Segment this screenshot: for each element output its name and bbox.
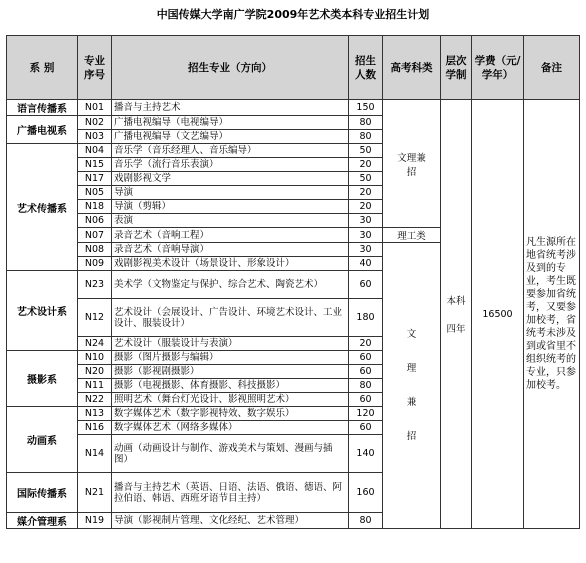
- dept-cell: 国际传播系: [7, 473, 78, 513]
- enrollment-plan-table: [6, 35, 580, 529]
- num-cell: 60: [349, 365, 383, 379]
- code-cell: N12: [78, 299, 112, 337]
- num-cell: 60: [349, 271, 383, 299]
- num-cell: 40: [349, 257, 383, 271]
- major-cell: 录音艺术（音响导演）: [112, 243, 349, 257]
- num-cell: 60: [349, 393, 383, 407]
- num-cell: 20: [349, 200, 383, 214]
- code-cell: N09: [78, 257, 112, 271]
- header-dept: 系 别: [7, 36, 78, 100]
- system-cell: [441, 100, 472, 529]
- code-cell: N21: [78, 473, 112, 513]
- num-cell: 80: [349, 379, 383, 393]
- dept-cell: 艺术传播系: [7, 144, 78, 271]
- table-row: [7, 100, 580, 116]
- num-cell: 20: [349, 186, 383, 200]
- code-cell: N11: [78, 379, 112, 393]
- dept-cell: 摄影系: [7, 351, 78, 407]
- num-cell: 30: [349, 228, 383, 243]
- major-cell: 音乐学（流行音乐表演）: [112, 158, 349, 172]
- code-cell: N05: [78, 186, 112, 200]
- num-cell: 80: [349, 130, 383, 144]
- header-category: 高考科类: [383, 36, 441, 100]
- major-cell: 广播电视编导（文艺编导）: [112, 130, 349, 144]
- dept-cell: 广播电视系: [7, 116, 78, 144]
- num-cell: 120: [349, 407, 383, 421]
- code-cell: N03: [78, 130, 112, 144]
- header-note: 备注: [524, 36, 580, 100]
- code-cell: N08: [78, 243, 112, 257]
- header-num: 招生人数: [349, 36, 383, 100]
- code-cell: N07: [78, 228, 112, 243]
- code-cell: N04: [78, 144, 112, 158]
- major-cell: 表演: [112, 214, 349, 228]
- category-cell-top: [383, 100, 441, 228]
- category-text: 招: [406, 430, 417, 442]
- num-cell: 160: [349, 473, 383, 513]
- major-cell: 照明艺术（舞台灯光设计、影视照明艺术）: [112, 393, 349, 407]
- major-cell: 导演（剪辑）: [112, 200, 349, 214]
- code-cell: N23: [78, 271, 112, 299]
- code-cell: N15: [78, 158, 112, 172]
- header-system: 层次学制: [441, 36, 472, 100]
- code-cell: N24: [78, 337, 112, 351]
- category-cell-bottom: [383, 243, 441, 529]
- num-cell: 20: [349, 158, 383, 172]
- code-cell: N22: [78, 393, 112, 407]
- code-cell: N02: [78, 116, 112, 130]
- code-cell: N16: [78, 421, 112, 435]
- num-cell: 30: [349, 214, 383, 228]
- num-cell: 60: [349, 351, 383, 365]
- num-cell: 50: [349, 172, 383, 186]
- code-cell: N06: [78, 214, 112, 228]
- category-cell-science: 理工类: [383, 228, 441, 243]
- system-text: 本科: [446, 296, 466, 307]
- category-text: 招: [406, 166, 417, 178]
- major-cell: 戏剧影视文学: [112, 172, 349, 186]
- major-cell: 音乐学（音乐经理人、音乐编导）: [112, 144, 349, 158]
- num-cell: 80: [349, 513, 383, 529]
- major-cell: 摄影（影视剧摄影）: [112, 365, 349, 379]
- code-cell: N14: [78, 435, 112, 473]
- system-text: 四年: [446, 324, 466, 335]
- code-cell: N10: [78, 351, 112, 365]
- major-cell: 戏剧影视美术设计（场景设计、形象设计）: [112, 257, 349, 271]
- num-cell: 30: [349, 243, 383, 257]
- header-code: 专业序号: [78, 36, 112, 100]
- note-cell: 凡生源所在地省统考涉及到的专业，考生既要参加省统考，又要参加校考，省统考未涉及到或省里不组织统考的专业，只参加校考。: [524, 100, 580, 529]
- num-cell: 180: [349, 299, 383, 337]
- code-cell: N20: [78, 365, 112, 379]
- header-major: 招生专业（方向）: [112, 36, 349, 100]
- page-title: 中国传媒大学南广学院2009年艺术类本科专业招生计划: [156, 8, 430, 21]
- major-cell: 导演: [112, 186, 349, 200]
- major-cell: 播音与主持艺术: [112, 100, 349, 116]
- code-cell: N13: [78, 407, 112, 421]
- header-row: [7, 36, 580, 100]
- num-cell: 50: [349, 144, 383, 158]
- dept-cell: 语言传播系: [7, 100, 78, 116]
- major-cell: 动画（动画设计与制作、游戏美术与策划、漫画与插图）: [112, 435, 349, 473]
- category-text: 文: [406, 328, 417, 340]
- header-fee: 学费（元/学年）: [472, 36, 524, 100]
- major-cell: 摄影（图片摄影与编辑）: [112, 351, 349, 365]
- code-cell: N01: [78, 100, 112, 116]
- category-text: 理: [406, 362, 417, 374]
- code-cell: N17: [78, 172, 112, 186]
- major-cell: 录音艺术（音响工程）: [112, 228, 349, 243]
- code-cell: N18: [78, 200, 112, 214]
- major-cell: 艺术设计（服装设计与表演）: [112, 337, 349, 351]
- major-cell: 艺术设计（会展设计、广告设计、环境艺术设计、工业设计、服装设计）: [112, 299, 349, 337]
- major-cell: 摄影（电视摄影、体育摄影、科技摄影）: [112, 379, 349, 393]
- dept-cell: 媒介管理系: [7, 513, 78, 529]
- major-cell: 数字媒体艺术（网络多媒体）: [112, 421, 349, 435]
- dept-cell: 动画系: [7, 407, 78, 473]
- num-cell: 80: [349, 116, 383, 130]
- num-cell: 150: [349, 100, 383, 116]
- code-cell: N19: [78, 513, 112, 529]
- category-text: 文理兼: [397, 152, 426, 164]
- major-cell: 导演（影视制片管理、文化经纪、艺术管理）: [112, 513, 349, 529]
- num-cell: 20: [349, 337, 383, 351]
- num-cell: 140: [349, 435, 383, 473]
- major-cell: 播音与主持艺术（英语、日语、法语、俄语、德语、阿拉伯语、韩语、西班牙语节目主持）: [112, 473, 349, 513]
- num-cell: 60: [349, 421, 383, 435]
- major-cell: 广播电视编导（电视编导）: [112, 116, 349, 130]
- major-cell: 数字媒体艺术（数字影视特效、数字娱乐）: [112, 407, 349, 421]
- category-text: 兼: [406, 396, 417, 408]
- fee-cell: 16500: [472, 100, 524, 529]
- major-cell: 美术学（文物鉴定与保护、综合艺术、陶瓷艺术）: [112, 271, 349, 299]
- dept-cell: 艺术设计系: [7, 271, 78, 351]
